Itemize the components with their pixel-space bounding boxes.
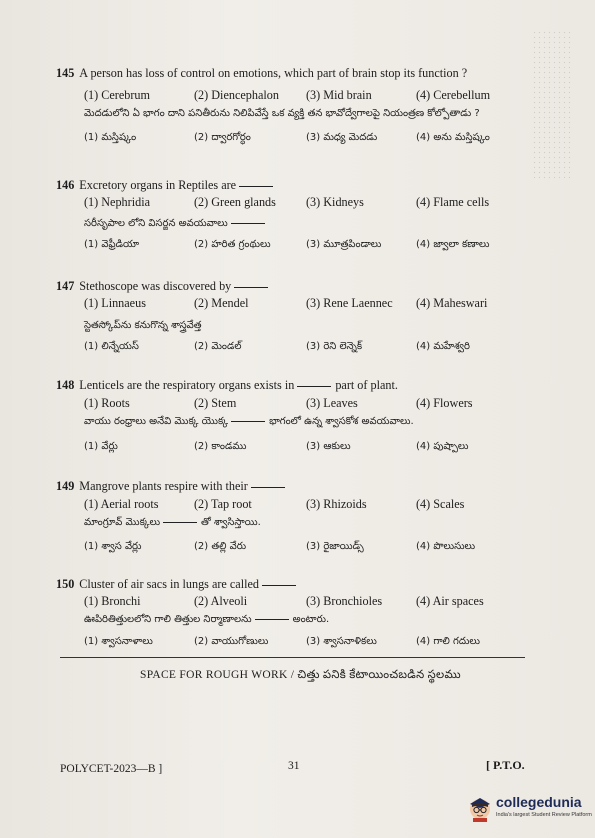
collegedunia-logo	[466, 790, 590, 830]
option-1[interactable]: (1) Bronchi	[84, 594, 141, 608]
question-stem: 149 Mangrove plants respire with their	[56, 480, 285, 492]
rough-work-heading: SPACE FOR ROUGH WORK / చిత్తు పనికి కేటాయించబడిన స్థలము	[140, 669, 461, 681]
telugu-stem: ఊపిరితిత్తులలోని గాలి తిత్తుల నిర్మాణాలను అంటారు.	[84, 614, 330, 625]
options-row	[56, 89, 526, 105]
options-row	[56, 196, 526, 212]
telugu-stem: స్టెతస్కోప్‌ను కనుగొన్న శాస్త్రవేత్త	[84, 320, 202, 331]
telugu-options-row	[56, 542, 526, 558]
answer-blank	[231, 223, 265, 224]
answer-blank	[234, 287, 268, 288]
telugu-option-3: (3) రైజాయిడ్స్	[306, 541, 364, 552]
telugu-option-1: (1) మస్తిష్కం	[84, 132, 137, 143]
telugu-option-4: (4) పొలుసులు	[416, 541, 476, 552]
telugu-option-4: (4) పుష్పాలు	[416, 441, 469, 452]
options-row	[56, 498, 526, 514]
option-1[interactable]: (1) Linnaeus	[84, 296, 146, 310]
telugu-option-3: (3) ఆకులు	[306, 441, 351, 452]
answer-blank	[239, 186, 273, 187]
telugu-option-1: (1) వేర్లు	[84, 441, 118, 452]
telugu-option-1: (1) శ్వాసనాళాలు	[84, 636, 153, 647]
telugu-options-row	[56, 637, 526, 653]
option-2[interactable]: (2) Alveoli	[194, 594, 248, 608]
telugu-option-4: (4) అను మస్తిష్కం	[416, 132, 490, 143]
option-4[interactable]: (4) Cerebellum	[416, 88, 491, 102]
answer-blank	[297, 386, 331, 387]
option-1[interactable]: (1) Roots	[84, 396, 130, 410]
option-3[interactable]: (3) Kidneys	[306, 195, 364, 209]
telugu-options-row	[56, 240, 526, 256]
telugu-options-row	[56, 133, 526, 149]
telugu-option-2: (2) హరిత గ్రంథులు	[194, 239, 271, 250]
option-2[interactable]: (2) Green glands	[194, 195, 276, 209]
option-1[interactable]: (1) Aerial roots	[84, 497, 159, 511]
option-3[interactable]: (3) Mid brain	[306, 88, 372, 102]
option-2[interactable]: (2) Diencephalon	[194, 88, 279, 102]
telugu-options-row	[56, 442, 526, 458]
telugu-option-3: (3) రెని లెన్నెక్	[306, 341, 363, 352]
graduate-avatar-icon	[466, 792, 494, 822]
answer-blank	[163, 522, 197, 523]
telugu-option-3: (3) మధ్య మెదడు	[306, 132, 378, 143]
options-row	[56, 297, 526, 313]
option-4[interactable]: (4) Air spaces	[416, 594, 484, 608]
telugu-option-1: (1) వెఫ్రీడియా	[84, 239, 140, 250]
telugu-option-3: (3) శ్వాసనాళికలు	[306, 636, 377, 647]
answer-blank	[262, 585, 296, 586]
telugu-option-2: (2) తల్లి వేరు	[194, 541, 247, 552]
option-4[interactable]: (4) Scales	[416, 497, 465, 511]
option-4[interactable]: (4) Flowers	[416, 396, 473, 410]
option-2[interactable]: (2) Mendel	[194, 296, 249, 310]
telugu-option-4: (4) గాలి గదులు	[416, 636, 480, 647]
option-4[interactable]: (4) Flame cells	[416, 195, 490, 209]
question-stem: 148 Lenticels are the respiratory organs exists in part of plant.	[56, 378, 398, 392]
answer-blank	[251, 487, 285, 488]
telugu-stem: మాంగ్రూవ్ మొక్కలు తో శ్వాసిస్తాయి.	[84, 517, 261, 528]
telugu-stem: సరీసృపాల లోని విసర్జన అవయవాలు	[84, 219, 265, 229]
telugu-option-3: (3) మూత్రపిండాలు	[306, 239, 382, 250]
question-stem: 147 Stethoscope was discovered by	[56, 280, 268, 292]
telugu-option-2: (2) వాయుగోణులు	[194, 636, 269, 647]
telugu-option-2: (2) మెండల్	[194, 341, 242, 352]
divider-line	[60, 657, 525, 658]
answer-blank	[255, 619, 289, 620]
question-stem: 146 Excretory organs in Reptiles are	[56, 179, 273, 191]
answer-blank	[231, 421, 265, 422]
telugu-stem: మెదడులోని ఏ భాగం దాని పనితీరును నిలిపివేస్తే ఒక వ్యక్తి తన భావోద్వేగాలపై నియంత్రణ కోల్పోతాడు ?	[84, 108, 480, 119]
telugu-option-4: (4) మహేశ్వరి	[416, 341, 470, 352]
background-texture	[532, 30, 572, 180]
telugu-options-row	[56, 342, 526, 358]
logo-tagline: India's largest Student Review Platform	[496, 812, 592, 818]
option-3[interactable]: (3) Rene Laennec	[306, 296, 393, 310]
telugu-option-1: (1) శ్వాస వేర్లు	[84, 541, 142, 552]
option-1[interactable]: (1) Nephridia	[84, 195, 150, 209]
pto-label: [ P.T.O.	[486, 758, 525, 772]
logo-text: collegedunia	[496, 794, 582, 810]
option-1[interactable]: (1) Cerebrum	[84, 88, 150, 102]
telugu-option-4: (4) జ్వాలా కణాలు	[416, 239, 490, 250]
options-row	[56, 595, 526, 611]
option-2[interactable]: (2) Stem	[194, 396, 237, 410]
page-number: 31	[288, 760, 300, 772]
option-3[interactable]: (3) Rhizoids	[306, 497, 367, 511]
telugu-option-1: (1) లిన్నేయస్	[84, 341, 139, 352]
option-3[interactable]: (3) Bronchioles	[306, 594, 383, 608]
option-3[interactable]: (3) Leaves	[306, 396, 358, 410]
option-4[interactable]: (4) Maheswari	[416, 296, 488, 310]
telugu-option-2: (2) ద్వారగోర్ధం	[194, 132, 251, 143]
paper-code: POLYCET-2023—B ]	[60, 763, 163, 775]
question-stem: 150 Cluster of air sacs in lungs are called	[56, 578, 296, 590]
question-stem: 145 A person has loss of control on emotions, which part of brain stop its function ?	[56, 66, 468, 80]
telugu-option-2: (2) కాండము	[194, 441, 247, 452]
option-2[interactable]: (2) Tap root	[194, 497, 252, 511]
telugu-stem: వాయు రంధ్రాలు అనేవి మొక్క యొక్క భాగంలో ఉన్న శ్వాసకోశ అవయవాలు.	[84, 416, 414, 427]
options-row	[56, 397, 526, 413]
